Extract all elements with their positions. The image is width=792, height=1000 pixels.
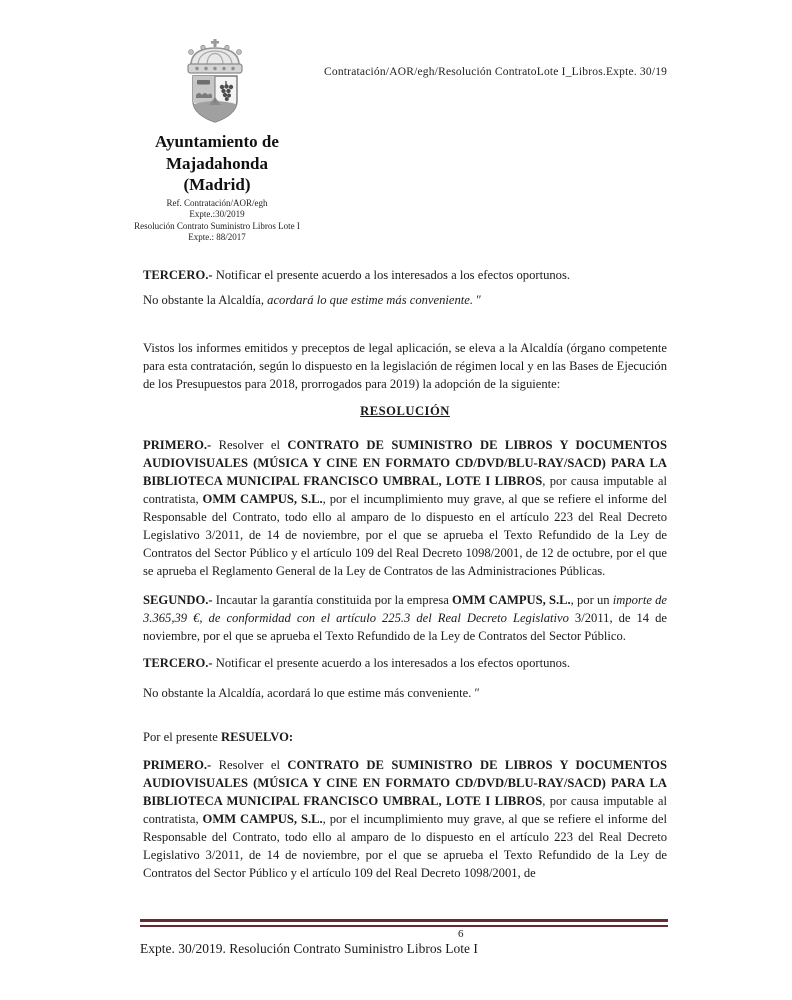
primero-1-label: PRIMERO.- (143, 438, 212, 452)
org-name-line1: Ayuntamiento de (155, 132, 279, 151)
paragraph-vistos: Vistos los informes emitidos y preceptos de legal aplicación, se eleva a la Alcaldía (órgano competente para esta contratación, según lo dispuesto en la legislación de régimen local y en las Bases de Ejecución de los Presupuestos para 2018, prorrogados para 2019) la adopción de la siguiente: (143, 341, 667, 391)
paragraph-no-obstante-2: No obstante la Alcaldía, acordará lo que estime más conveniente. ″ (143, 686, 480, 700)
org-ref-line: Ref. Contratación/AOR/egh (166, 197, 268, 208)
header-reference-line: Contratación/AOR/egh/Resolución ContratoLote I_Libros.Expte. 30/19 (324, 66, 668, 78)
segundo-italic-amount: importe de 3.365,39 €, de conformidad con el artículo 225.3 del Real Decreto Legislativo (143, 593, 667, 625)
segundo-label: SEGUNDO.- (143, 593, 213, 607)
segundo-company: OMM CAMPUS, S.L. (452, 593, 571, 607)
segundo-run: Incautar la garantía constituida por la empresa (212, 593, 453, 607)
primero-2-contract-title: CONTRATO DE SUMINISTRO DE LIBROS Y DOCUMENTOS AUDIOVISUALES (MÚSICA Y CINE EN FORMATO CD/DVD/BLU-RAY/SACD) PARA LA BIBLIOTECA MUNICIPAL FRANCISCO UMBRAL, LOTE I LIBROS (143, 758, 667, 808)
primero-2-run: , por el incumplimiento muy grave, al que se refiere el informe del Responsable del Contrato, todo ello al amparo de lo dispuesto en el artículo 223 del Real Decreto Legislativo 3/2011, de 14 de noviembre, por el que se aprueba el Texto Refundido de la Ley de Contratos del Sector Público y el artículo 109 del Real Decreto 1098/2001, de (143, 812, 667, 880)
page-number: 6 (458, 928, 464, 940)
footer-double-rule (140, 919, 668, 927)
paragraph-primero-1 (143, 436, 667, 580)
primero-2-label: PRIMERO.- (143, 758, 212, 772)
primero-1-contract-title: CONTRATO DE SUMINISTRO DE LIBROS Y DOCUMENTOS AUDIOVISUALES (MÚSICA Y CINE EN FORMATO CD/DVD/BLU-RAY/SACD) PARA LA BIBLIOTECA MUNICIPAL FRANCISCO UMBRAL, LOTE I LIBROS (143, 438, 667, 488)
coat-of-arms-icon (183, 39, 247, 125)
document-body (143, 266, 667, 918)
primero-2-company: OMM CAMPUS, S.L. (202, 812, 323, 826)
tercero-1-label: TERCERO.- (143, 268, 213, 282)
org-ref-line: Resolución Contrato Suministro Libros Lote I (134, 220, 300, 231)
paragraph-no-obstante-1 (143, 291, 667, 309)
paragraph-primero-2 (143, 756, 667, 882)
primero-1-company: OMM CAMPUS, S.L. (202, 492, 323, 506)
primero-2-run: Resolver el (211, 758, 288, 772)
segundo-run: 3/2011, de 14 de noviembre, por el que se aprueba el Texto Refundido de la Ley de Contratos del Sector Público. (143, 611, 667, 643)
paragraph-segundo (143, 591, 667, 645)
resolucion-heading: RESOLUCIÓN (360, 404, 450, 418)
no-obstante-1-quote: ″ (473, 293, 482, 307)
por-presente-prefix: Por el presente (143, 730, 221, 744)
org-name-line2: Majadahonda (165, 153, 269, 173)
org-ref-line: Expte.: 88/2017 (188, 232, 246, 242)
segundo-run: , por un (570, 593, 613, 607)
no-obstante-1-prefix: No obstante la Alcaldía, (143, 293, 268, 307)
paragraph-tercero-1 (143, 266, 667, 284)
org-name-line3: (Madrid) (183, 175, 251, 194)
paragraph-por-presente (143, 728, 667, 746)
paragraph-tercero-2 (143, 654, 667, 672)
primero-1-run: , por causa imputable al contratista, (143, 474, 667, 506)
primero-1-run: , por el incumplimiento muy grave, al que se refiere el informe del Responsable del Contrato, todo ello al amparo de lo dispuesto en el artículo 223 del Real Decreto Legislativo 3/2011, de 14 de noviembre, por el que se aprueba el Texto Refundido de la Ley de Contratos del Sector Público y el artículo 109 del Real Decreto 1098/2001, de 12 de octubre, por el que se aprueba el Reglamento General de la Ley de Contratos de las Administraciones Públicas. (143, 492, 667, 578)
org-reference-lines (62, 198, 372, 244)
organisation-block (62, 131, 372, 244)
crest-graphic (183, 39, 247, 125)
tercero-1-text: Notificar el presente acuerdo a los interesados a los efectos oportunos. (212, 268, 571, 282)
org-ref-line: Expte.:30/2019 (189, 209, 245, 219)
org-name (62, 131, 372, 196)
tercero-2-text: Notificar el presente acuerdo a los interesados a los efectos oportunos. (212, 656, 571, 670)
primero-1-run: Resolver el (211, 438, 288, 452)
footer-expediente-text: Expte. 30/2019. Resolución Contrato Suministro Libros Lote I (140, 941, 478, 956)
resuelvo-label: RESUELVO: (221, 730, 294, 744)
primero-2-run: , por causa imputable al contratista, (143, 794, 667, 826)
tercero-2-label: TERCERO.- (143, 656, 213, 670)
no-obstante-1-italic: acordará lo que estime más conveniente. (267, 293, 474, 307)
